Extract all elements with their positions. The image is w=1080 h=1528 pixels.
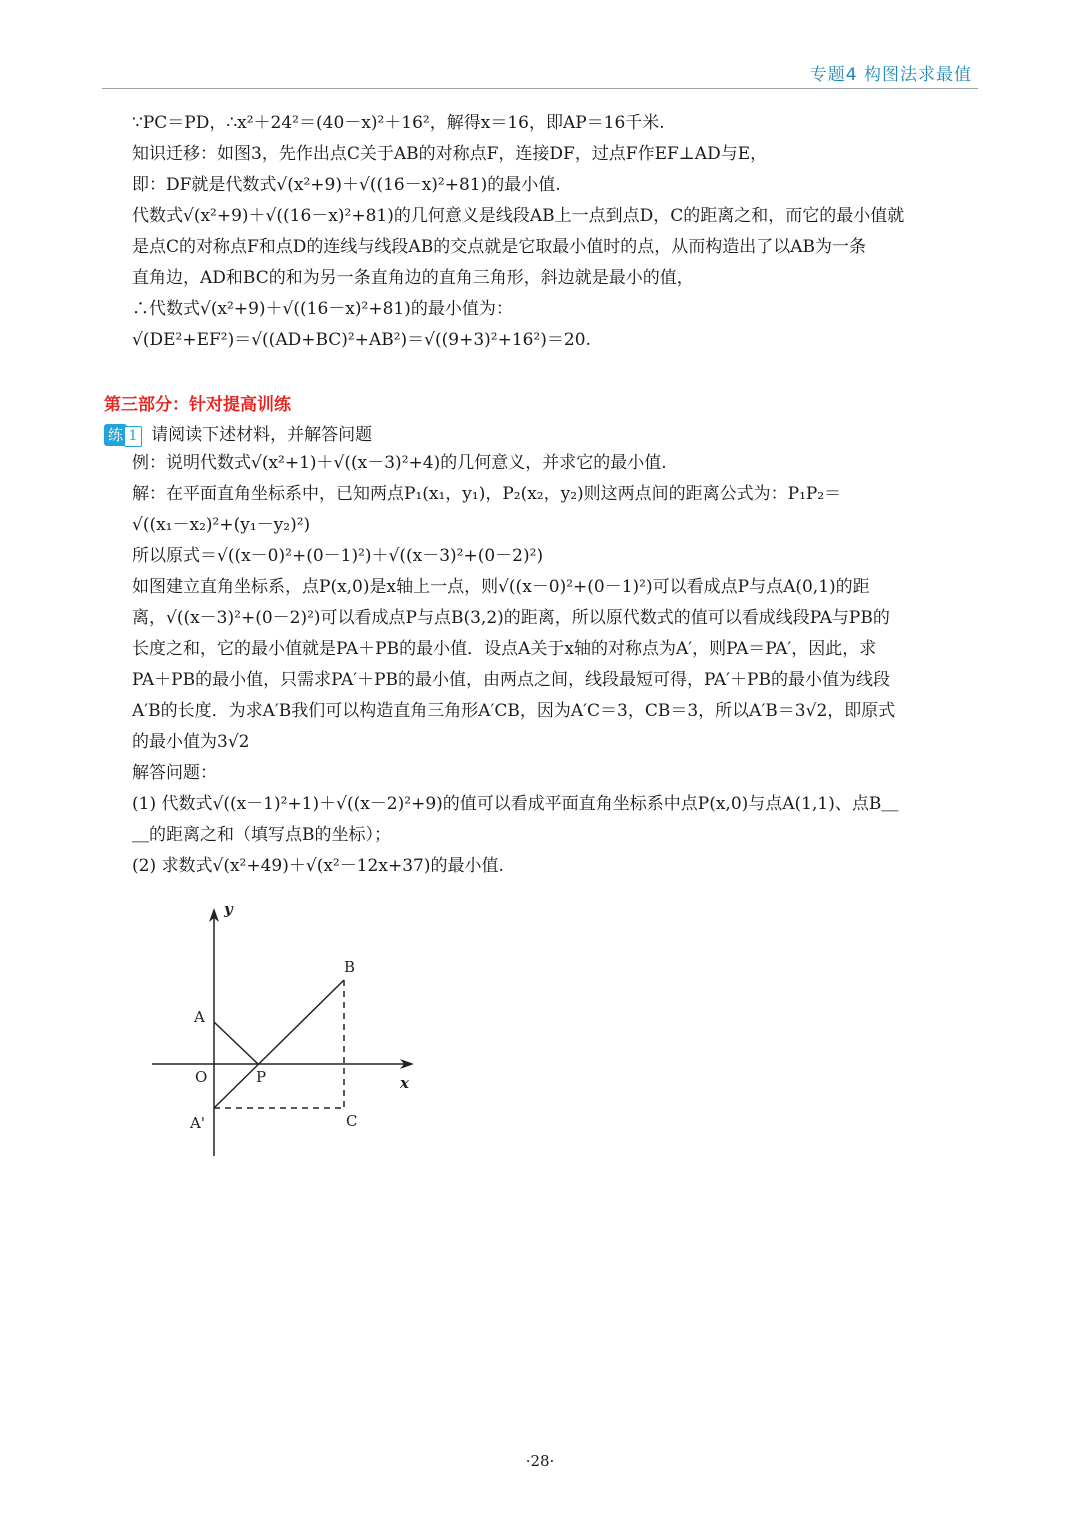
label-a: A [194,1008,205,1026]
label-y: y [224,900,233,918]
figure-svg [148,898,428,1163]
text-line: ∴代数式√(x²+9)＋√((16－x)²+81)的最小值为： [132,299,513,319]
page-number: ·28· [525,1452,555,1470]
text-line: 是点C的对称点F和点D的连线与线段AB的交点就是它取最小值时的点，从而构造出了以AB为一条 [132,237,866,257]
label-a-prime: A' [190,1114,205,1132]
text-line: 即：DF就是代数式√(x²+9)＋√((16－x)²+81)的最小值. [132,175,561,195]
text-line: 例：说明代数式√(x²+1)＋√((x－3)²+4)的几何意义，并求它的最小值. [132,453,667,473]
text-line: 如图建立直角坐标系，点P(x,0)是x轴上一点，则√((x－0)²+(0－1)²)可以看成点P与点A(0,1)的距 [132,577,870,597]
text-line: ＿的距离之和（填写点B的坐标）； [132,825,391,845]
segment-a-prime-b [214,980,344,1108]
segment-ap [214,1022,258,1064]
label-o: O [195,1068,208,1086]
text-line: √(DE²+EF²)＝√((AD+BC)²+AB²)＝√((9+3)²+16²)＝20. [132,330,591,350]
exercise-body [132,448,978,882]
section-title: 第三部分：针对提高训练 [104,395,291,415]
text-line: (2) 求数式√(x²+49)＋√(x²－12x+37)的最小值. [132,856,504,876]
header-title: 专题4 构图法求最值 [809,65,972,85]
exercise-badge: 练 [104,424,127,446]
label-c: C [346,1112,358,1130]
top-solution-text [132,108,978,356]
exercise-title: 请阅读下述材料，并解答问题 [151,425,373,445]
label-b: B [344,958,356,976]
text-line: 长度之和，它的最小值就是PA＋PB的最小值．设点A关于x轴的对称点为A′，则PA＝PA′，因此，求 [132,639,877,659]
text-line: (1) 代数式√((x－1)²+1)＋√((x－2)²+9)的值可以看成平面直角坐标系中点P(x,0)与点A(1,1)、点B＿ [132,794,899,814]
text-line: ∵PC＝PD，∴x²＋24²＝(40－x)²＋16²，解得x＝16，即AP＝16千米. [132,113,665,133]
label-x: x [400,1074,409,1092]
exercise-heading [104,420,980,447]
label-p: P [256,1068,267,1086]
exercise-number: 1 [124,426,142,447]
text-line: A′B的长度．为求A′B我们可以构造直角三角形A′CB，因为A′C＝3，CB＝3，所以A′B＝3√2，即原式 [132,701,896,721]
text-line: 直角边，AD和BC的和为另一条直角边的直角三角形，斜边就是最小的值， [132,268,694,288]
text-line: √((x₁－x₂)²+(y₁－y₂)²) [132,515,311,535]
text-line: 解：在平面直角坐标系中，已知两点P₁(x₁，y₁)，P₂(x₂，y₂)则这两点间的距离公式为：P₁P₂＝ [132,484,842,504]
page-header [102,58,978,89]
text-line: 知识迁移：如图3，先作出点C关于AB的对称点F，连接DF，过点F作EF⊥AD与E， [132,144,768,164]
text-line: 代数式√(x²+9)＋√((16－x)²+81)的几何意义是线段AB上一点到点D，C的距离之和，而它的最小值就 [132,206,905,226]
coordinate-figure [148,898,428,1167]
text-line: 的最小值为3√2 [132,732,250,752]
text-line: PA＋PB的最小值，只需求PA′＋PB的最小值，由两点之间，线段最短可得，PA′＋PB的最小值为线段 [132,670,890,690]
text-line: 所以原式＝√((x－0)²+(0－1)²)＋√((x－3)²+(0－2)²) [132,546,544,566]
text-line: 离，√((x－3)²+(0－2)²)可以看成点P与点B(3,2)的距离，所以原代数式的值可以看成线段PA与PB的 [132,608,890,628]
text-line: 解答问题： [132,763,217,783]
